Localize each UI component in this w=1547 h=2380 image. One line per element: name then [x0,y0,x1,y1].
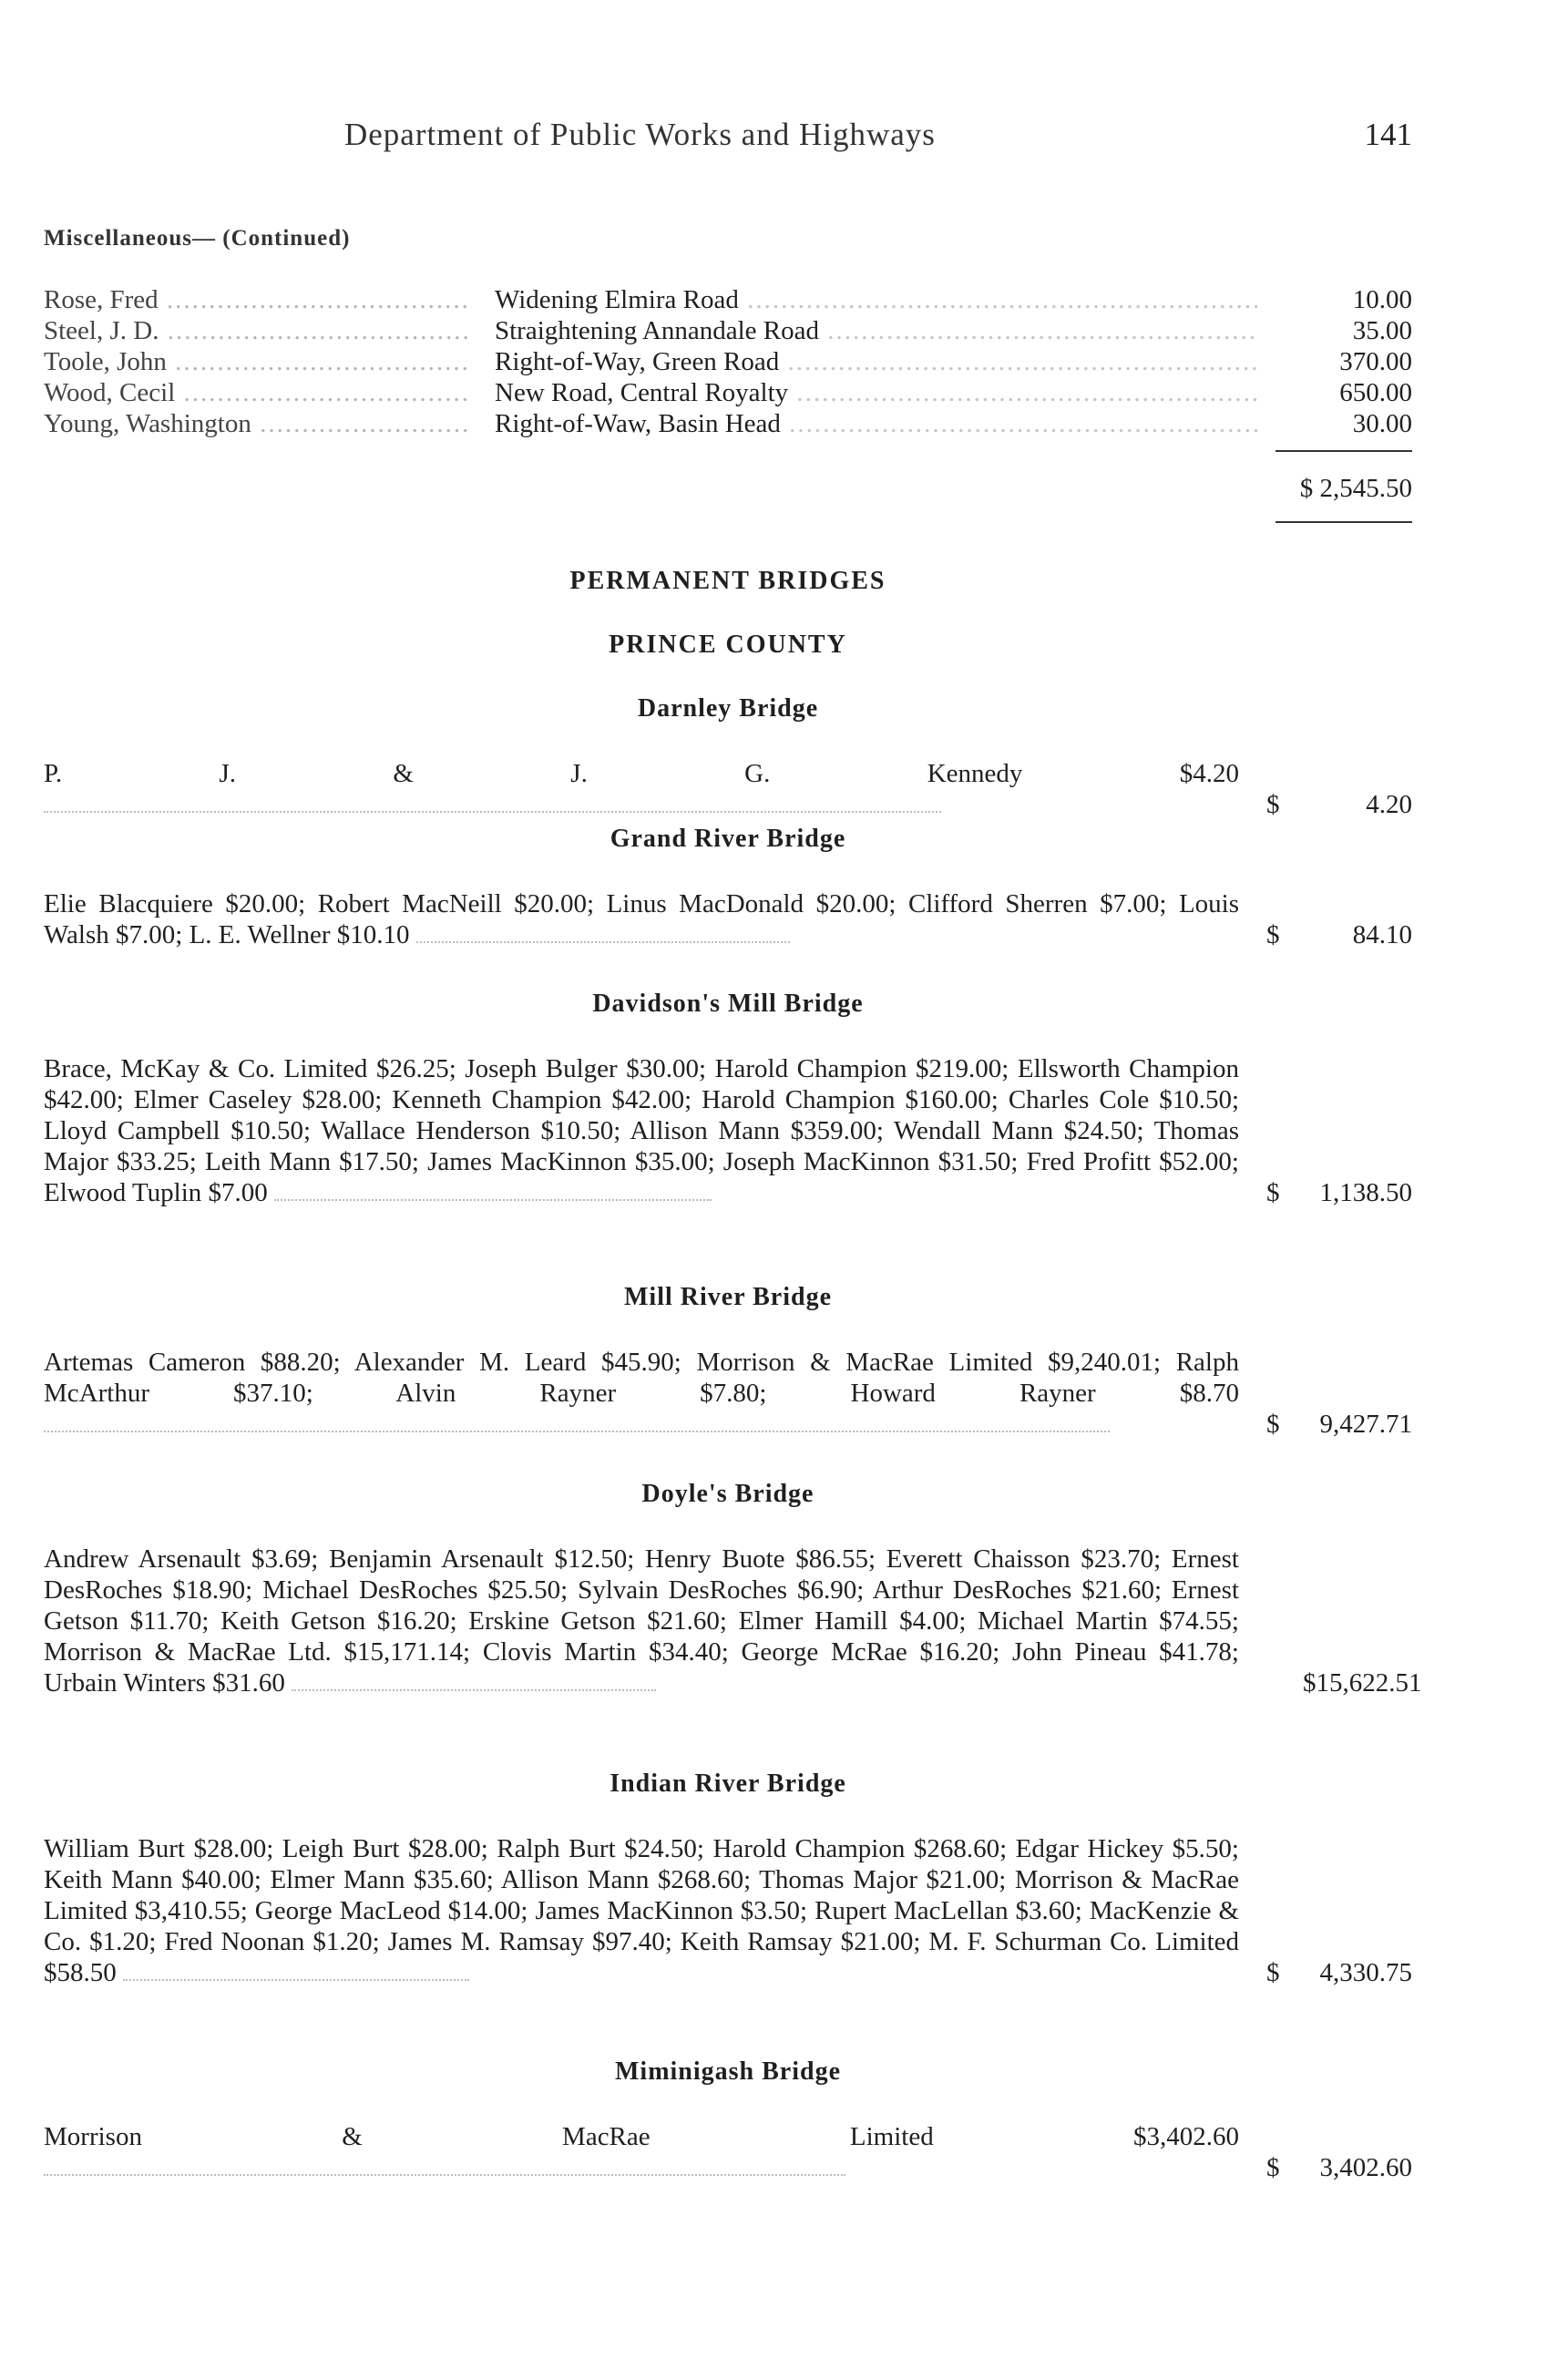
page-number: 141 [1364,117,1412,152]
table-row [44,315,1412,346]
bridge-payments: Morrison & MacRae Limited $3,402.60 [44,2121,1239,2183]
table-row [44,408,1412,439]
payee-name: Steel, J. D. ..... [44,315,472,346]
total-rule [1276,521,1412,523]
bridge-entry [44,1544,1422,1698]
amount: 10.00 [1257,284,1412,315]
work-description: Straightening Annandale Road ..... [495,315,1360,346]
work-description: Right-of-Way, Green Road ..... [495,346,1360,377]
bridge-total: $ 84.10 [1266,920,1412,949]
bridge-entry [44,2121,1412,2183]
table-row [44,284,1412,315]
bridge-payments: Elie Blacquiere $20.00; Robert MacNeill $20.00; Linus MacDonald $20.00; Clifford Sherren $7.00; Louis Walsh $7.00; L. E. Wellner $10.10 [44,889,1239,949]
bridge-payments: P. J. & J. G. Kennedy $4.20 [44,758,1239,820]
bridge-total: $ 4.20 [1266,790,1412,819]
miscellaneous-table [44,284,1412,439]
bridge-total: $ 4,330.75 [1266,1958,1412,1987]
table-row [44,346,1412,377]
bridge-entry [44,1053,1412,1208]
bridge-total: $15,622.51 [1303,1668,1422,1698]
amount: 370.00 [1257,346,1412,377]
bridge-total: $ 3,402.60 [1266,2153,1412,2182]
running-header [308,117,1412,153]
payee-name: Wood, Cecil ..... [44,377,472,408]
payee-name: Rose, Fred ..... [44,284,472,315]
amount: 35.00 [1257,315,1412,346]
bridge-heading: Darnley Bridge [637,694,819,723]
bridge-heading: Grand River Bridge [610,825,846,853]
bridge-heading: Davidson's Mill Bridge [592,990,864,1018]
amount: 30.00 [1257,408,1412,439]
bridge-heading: Mill River Bridge [624,1283,832,1311]
work-description: New Road, Central Royalty ..... [495,377,1360,408]
bridge-heading: Doyle's Bridge [641,1480,814,1508]
bridge-entry [44,888,1412,950]
bridge-entry [44,758,1412,820]
running-title: Department of Public Works and Highways [344,117,936,152]
work-description: Right-of-Waw, Basin Head ..... [495,408,1360,439]
bridge-payments: Brace, McKay & Co. Limited $26.25; Joseph Bulger $30.00; Harold Champion $219.00; Ellsworth Champion $42.00; Elmer Caseley $28.00; Kenneth Champion $42.00; Harold Champion $160.00; Charles Cole $10.50; Lloyd Campbell $10.50; Wallace Henderson $10.50; Allison Mann $359.00; Wendall Mann $24.50; Thomas Major $33.25; Leith Mann $17.50; James MacKinnon $35.00; Joseph MacKinnon $31.50; Fred Profitt $52.00; Elwood Tuplin $7.00 [44,1054,1239,1207]
miscellaneous-total: $ 2,545.50 [1299,474,1412,503]
payee-name: Toole, John ..... [44,346,472,377]
subtotal-rule [1276,450,1412,452]
section-heading-permanent-bridges: PERMANENT BRIDGES [569,567,886,595]
bridge-heading: Miminigash Bridge [614,2057,841,2086]
bridge-payments: Andrew Arsenault $3.69; Benjamin Arsenault $12.50; Henry Buote $86.55; Everett Chaisson $23.70; Ernest DesRoches $18.90; Michael DesRoches $25.50; Sylvain DesRoches $6.90; Arthur DesRoches $21.60; Ernest Getson $11.70; Keith Getson $16.20; Erskine Getson $21.60; Elmer Hamill $4.00; Michael Martin $74.55; Morrison & MacRae Ltd. $15,171.14; Clovis Martin $34.40; George McRae $16.20; John Pineau $41.78; Urbain Winters $31.60 [44,1544,1239,1698]
bridge-entry [44,1833,1412,1988]
section-heading-miscellaneous: Miscellaneous— (Continued) [44,226,351,251]
work-description: Widening Elmira Road ..... [495,284,1360,315]
page [44,0,1422,2380]
bridge-entry [44,1347,1412,1440]
bridge-total: $ 9,427.71 [1266,1410,1412,1439]
bridge-payments: Artemas Cameron $88.20; Alexander M. Leard $45.90; Morrison & MacRae Limited $9,240.01; Ralph McArthur $37.10; Alvin Rayner $7.80; Howard Rayner $8.70 [44,1347,1239,1440]
bridge-heading: Indian River Bridge [610,1770,846,1798]
bridge-payments: William Burt $28.00; Leigh Burt $28.00; Ralph Burt $24.50; Harold Champion $268.60; Edgar Hickey $5.50; Keith Mann $40.00; Elmer Mann $35.60; Allison Mann $268.60; Thomas Major $21.00; Morrison & MacRae Limited $3,410.55; George MacLeod $14.00; James MacKinnon $3.50; Rupert MacLellan $3.60; MacKenzie & Co. $1.20; Fred Noonan $1.20; James M. Ramsay $97.40; Keith Ramsay $21.00; M. F. Schurman Co. Limited $58.50 [44,1834,1239,1987]
payee-name: Young, Washington ..... [44,408,472,439]
bridge-total: $ 1,138.50 [1266,1178,1412,1207]
county-heading: PRINCE COUNTY [609,631,847,659]
amount: 650.00 [1257,377,1412,408]
table-row [44,377,1412,408]
